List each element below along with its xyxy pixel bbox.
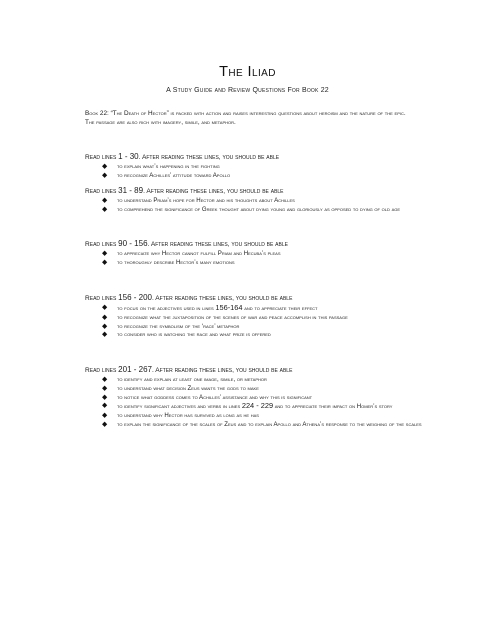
- diamond-bullet-icon: ◆: [102, 205, 108, 213]
- item-text: and to appreciate their effect: [242, 305, 318, 313]
- diamond-bullet-icon: ◆: [102, 163, 108, 171]
- line-range: 1 - 30: [118, 152, 139, 161]
- document-subtitle: A Study Guide and Review Questions For Book 22: [166, 87, 329, 94]
- diamond-bullet-icon: ◆: [102, 171, 108, 179]
- heading-suffix: . After reading these lines, you should be able: [138, 154, 280, 161]
- item-text: to focus on the adjectives used in lines: [117, 305, 216, 313]
- diamond-bullet-icon: ◆: [102, 250, 108, 258]
- objective-list: [85, 250, 425, 267]
- list-item: [85, 314, 425, 322]
- reading-section: [85, 187, 425, 214]
- diamond-bullet-icon: ◆: [102, 197, 108, 205]
- item-text: to understand Priam’s hope for Hector and his thoughts about Achilles: [117, 197, 295, 205]
- diamond-bullet-icon: ◆: [102, 322, 108, 330]
- item-text: and to appreciate their impact on Homer’s story: [273, 403, 393, 411]
- diamond-bullet-icon: ◆: [102, 258, 108, 266]
- section-heading: [85, 153, 425, 163]
- item-text: to explain the significance of the scales of Zeus and to explain Apollo and Athena’s response to the weighing of the scales: [117, 421, 422, 429]
- section-heading: [85, 240, 425, 250]
- section-heading: [85, 366, 425, 376]
- item-text: to recognize Achilles’ attitude toward Apollo: [117, 171, 231, 179]
- item-text: to notice what goddess comes to Achilles’ assistance and why this is significant: [117, 393, 313, 401]
- item-text: to understand why Hector has survived as long as he has: [117, 412, 259, 420]
- diamond-bullet-icon: ◆: [102, 331, 108, 339]
- objective-list: [85, 304, 425, 340]
- heading-suffix: . After reading these lines, you should be able: [151, 367, 293, 374]
- heading-prefix: Read lines: [85, 367, 119, 374]
- line-range: 201 - 267: [118, 365, 152, 374]
- diamond-bullet-icon: ◆: [102, 402, 108, 410]
- diamond-bullet-icon: ◆: [102, 421, 108, 429]
- objective-list: [85, 197, 425, 214]
- diamond-bullet-icon: ◆: [102, 376, 108, 384]
- section-heading: [85, 187, 425, 197]
- heading-prefix: Read lines: [85, 188, 119, 195]
- item-text: to consider who is watching the race and what prize is offered: [117, 331, 271, 339]
- heading-prefix: Read lines: [85, 241, 119, 248]
- line-range: 224 - 229: [241, 401, 274, 411]
- list-item: [85, 197, 425, 205]
- list-item: [85, 376, 425, 384]
- list-item: [85, 304, 425, 313]
- item-text: to understand what decision Zeus wants the gods to make: [117, 384, 259, 392]
- heading-prefix: Read lines: [85, 295, 119, 302]
- item-text: to identify and explain at least one image, simile, or metaphor: [117, 376, 267, 384]
- item-text: to appreciate why Hector cannot fulfill Priam and Hecuba’s pleas: [117, 250, 281, 258]
- heading-suffix: . After reading these lines, you should be able: [147, 241, 288, 248]
- list-item: [85, 402, 425, 411]
- line-range: 90 - 156: [118, 239, 148, 248]
- list-item: [85, 412, 425, 420]
- item-text: to comprehend the significance of Greek thought about dying young and gloriously as opposed to dying of old age: [117, 205, 401, 213]
- list-item: [85, 172, 425, 180]
- list-item: [85, 259, 425, 267]
- diamond-bullet-icon: ◆: [102, 393, 108, 401]
- item-text: to recognize what the juxtaposition of the scenes of war and peace accomplish in this passage: [117, 313, 348, 321]
- heading-suffix: . After reading these lines, you should be able: [151, 295, 293, 302]
- diamond-bullet-icon: ◆: [102, 412, 108, 420]
- document-title: The Iliad: [219, 64, 276, 80]
- item-text: to thoroughly describe Hector’s many emotions: [117, 258, 235, 266]
- heading-suffix: . After reading these lines, you should be able: [143, 188, 284, 195]
- reading-section: [85, 366, 425, 429]
- heading-prefix: Read lines: [85, 154, 119, 161]
- diamond-bullet-icon: ◆: [102, 384, 108, 392]
- section-heading: [85, 294, 425, 304]
- diamond-bullet-icon: ◆: [102, 304, 108, 312]
- list-item: [85, 421, 425, 429]
- reading-section: [85, 240, 425, 267]
- list-item: [85, 250, 425, 258]
- list-item: [85, 206, 425, 214]
- list-item: [85, 323, 425, 331]
- line-range: 156-164: [215, 303, 243, 313]
- list-item: [85, 163, 425, 171]
- diamond-bullet-icon: ◆: [102, 313, 108, 321]
- line-range: 156 - 200: [118, 293, 152, 302]
- intro-paragraph: Book 22: “The Death of Hector” is packed with action and raises interesting questions about heroism and the nature of the epic. The passage are also rich with imagery, simile, and metaphor.: [85, 110, 406, 126]
- item-text: to identify significant adjectives and verbs in lines: [117, 403, 242, 411]
- reading-section: [85, 294, 425, 340]
- item-text: to explain what’s happening in the fighting: [117, 163, 220, 171]
- list-item: [85, 385, 425, 393]
- reading-section: [85, 153, 425, 180]
- list-item: [85, 331, 425, 339]
- item-text: to recognize the symbolism of the ‘race’ metaphor: [117, 322, 240, 330]
- objective-list: [85, 376, 425, 429]
- objective-list: [85, 163, 425, 180]
- line-range: 31 - 89: [118, 186, 144, 195]
